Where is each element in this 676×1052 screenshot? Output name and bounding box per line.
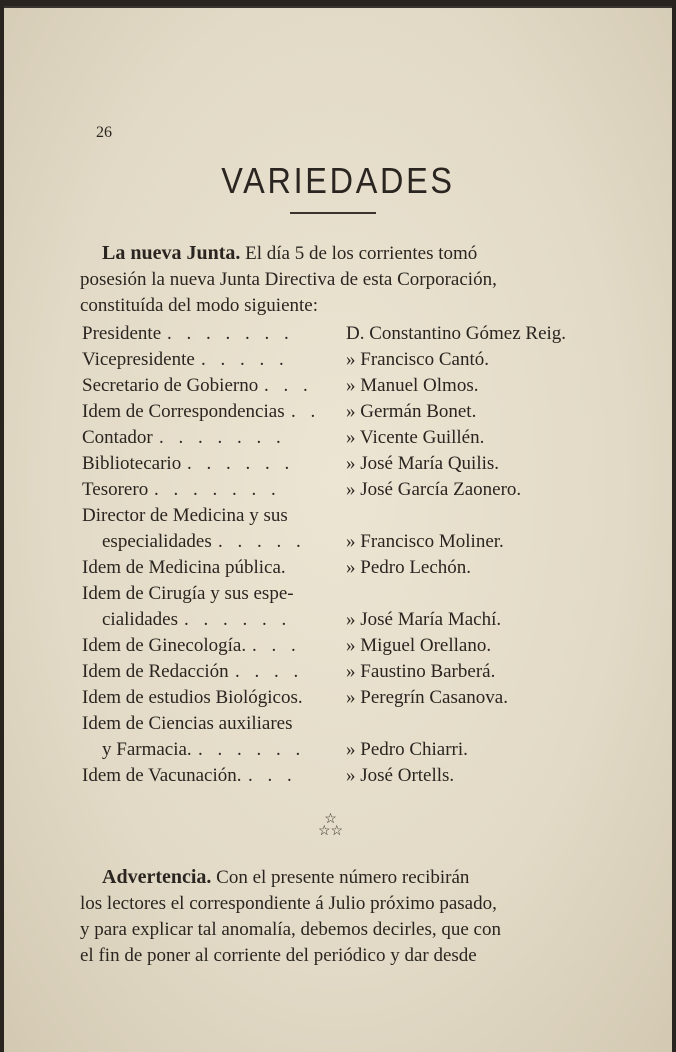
- junta-heading: La nueva Junta.: [102, 242, 241, 264]
- roster-member-name: » Faustino Barberá.: [346, 661, 496, 682]
- roster-row: [82, 555, 602, 581]
- roster-leader-dots: . . .: [252, 635, 301, 656]
- roster-role: Secretario de Gobierno: [82, 375, 259, 396]
- roster-role: Contador: [82, 427, 153, 448]
- roster-row: [82, 711, 602, 737]
- roster-row: [82, 737, 602, 763]
- roster-member-name: » Pedro Lechón.: [346, 557, 472, 578]
- book-page: [4, 6, 672, 1052]
- roster-role: Idem de Medicina pública.: [82, 557, 286, 578]
- star-ornament-top: ☆: [324, 812, 337, 827]
- roster-role: Director de Medicina y sus: [82, 505, 288, 526]
- advertencia-heading: Advertencia.: [102, 866, 212, 888]
- roster-role: Presidente: [82, 323, 162, 344]
- roster-role: cialidades: [102, 609, 178, 630]
- roster-row: [82, 399, 602, 425]
- roster-member-name: » José García Zaonero.: [346, 479, 522, 500]
- roster-role: Idem de Redacción: [82, 661, 229, 682]
- roster-role: Vicepresidente: [82, 349, 195, 370]
- title-rule: [290, 212, 376, 214]
- roster-row: [82, 347, 602, 373]
- roster-leader-dots: . . . . . .: [198, 739, 306, 760]
- advertencia-line4: el fin de poner al corriente del periódico y dar desde: [80, 945, 477, 966]
- roster-member-name: » José María Quilis.: [346, 453, 500, 474]
- advertencia-line2: los lectores el correspondiente á Julio próximo pasado,: [80, 893, 497, 914]
- roster-member-name: » Francisco Cantó.: [346, 349, 490, 370]
- roster-leader-dots: . . . . . .: [187, 453, 295, 474]
- roster-member-name: D. Constantino Gómez Reig.: [346, 323, 567, 344]
- roster-leader-dots: . . . . . . .: [167, 323, 294, 344]
- section-title: VARIEDADES: [221, 160, 455, 201]
- ornament-stars: [318, 814, 343, 838]
- roster-leader-dots: . . . . . .: [184, 609, 292, 630]
- roster-member-name: » Vicente Guillén.: [346, 427, 485, 448]
- roster-member-name: » Manuel Olmos.: [346, 375, 479, 396]
- roster-member-name: » Peregrín Casanova.: [346, 687, 508, 708]
- roster-leader-dots: . .: [291, 401, 321, 422]
- roster-row: [82, 477, 602, 503]
- roster-leader-dots: . . . . . . .: [154, 479, 281, 500]
- roster-member-name: » José Ortells.: [346, 765, 455, 786]
- roster-leader-dots: . . . . .: [218, 531, 306, 552]
- junta-roster: [82, 321, 602, 789]
- roster-role: Idem de Vacunación.: [82, 765, 242, 786]
- roster-role: y Farmacia.: [102, 739, 192, 760]
- roster-row: [82, 451, 602, 477]
- junta-intro-line2: posesión la nueva Junta Directiva de esta Corporación,: [80, 269, 497, 290]
- roster-role: Idem de Cirugía y sus espe-: [82, 583, 294, 604]
- roster-row: [82, 425, 602, 451]
- advertencia-line1: Con el presente número recibirán: [216, 867, 470, 888]
- advertencia-line3: y para explicar tal anomalía, debemos decirles, que con: [80, 919, 501, 940]
- roster-member-name: » Miguel Orellano.: [346, 635, 492, 656]
- junta-intro-line3: constituída del modo siguiente:: [80, 295, 318, 316]
- roster-role: Idem de Ginecología.: [82, 635, 247, 656]
- roster-leader-dots: . . .: [248, 765, 297, 786]
- roster-member-name: » Germán Bonet.: [346, 401, 477, 422]
- star-ornament-bottom: ☆☆: [318, 824, 344, 839]
- junta-intro-line1: El día 5 de los corrientes tomó: [245, 243, 478, 264]
- roster-row: [82, 529, 602, 555]
- roster-member-name: » José María Machí.: [346, 609, 502, 630]
- roster-row: [82, 607, 602, 633]
- roster-row: [82, 503, 602, 529]
- advertencia-paragraph: [80, 864, 592, 969]
- roster-leader-dots: . . . . . . .: [159, 427, 286, 448]
- roster-leader-dots: . . .: [264, 375, 313, 396]
- roster-role: Idem de estudios Biológicos.: [82, 687, 303, 708]
- roster-role: Idem de Correspondencias: [82, 401, 285, 422]
- roster-row: [82, 763, 602, 789]
- roster-row: [82, 633, 602, 659]
- roster-role: Bibliotecario: [82, 453, 182, 474]
- roster-role: especialidades: [102, 531, 212, 552]
- roster-role: Tesorero: [82, 479, 149, 500]
- roster-row: [82, 373, 602, 399]
- page-number: 26: [96, 124, 112, 141]
- roster-leader-dots: . . . . .: [201, 349, 289, 370]
- roster-row: [82, 659, 602, 685]
- roster-leader-dots: . . . .: [235, 661, 304, 682]
- roster-role: Idem de Ciencias auxiliares: [82, 713, 293, 734]
- roster-row: [82, 321, 602, 347]
- roster-member-name: » Francisco Moliner.: [346, 531, 504, 552]
- roster-row: [82, 581, 602, 607]
- junta-paragraph: [80, 240, 592, 319]
- roster-row: [82, 685, 602, 711]
- roster-member-name: » Pedro Chiarri.: [346, 739, 468, 760]
